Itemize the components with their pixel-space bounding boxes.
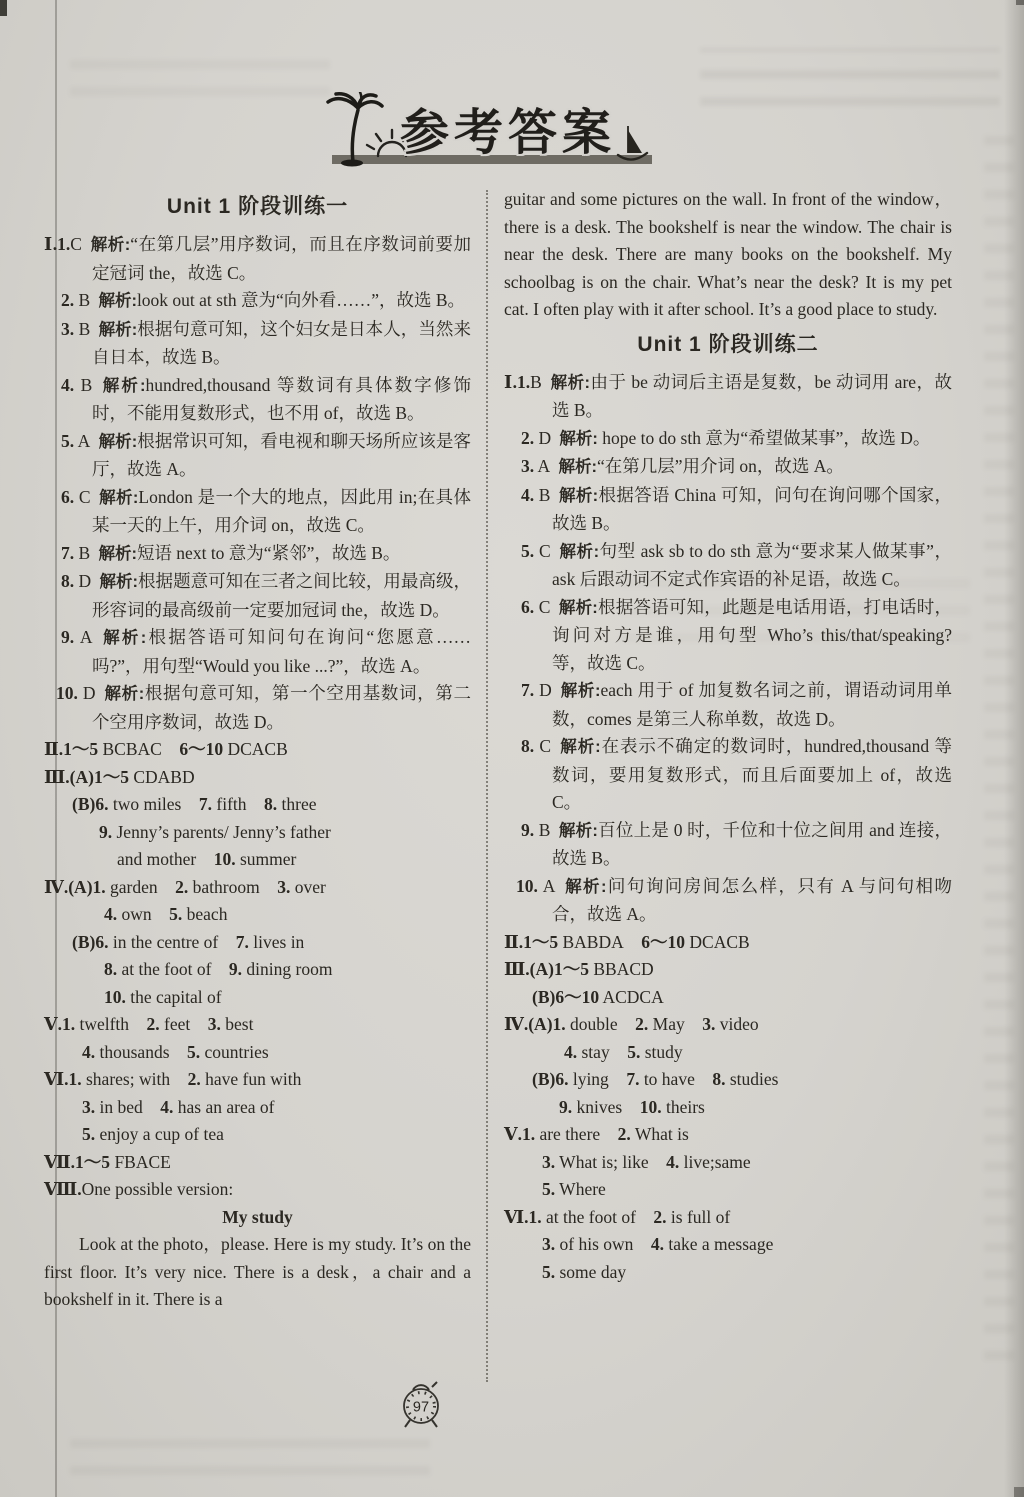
answer-text: 7.: [608, 1069, 640, 1089]
answer-text: 9.: [559, 1096, 573, 1117]
analysis-item: [504, 538, 952, 594]
analysis-label: 解析:: [555, 877, 607, 896]
answer-text: in bed: [95, 1096, 143, 1117]
page-title: 参考答案: [400, 106, 617, 160]
answer-text: at the foot of: [117, 959, 212, 979]
answer-line: [504, 1011, 952, 1039]
answer-text: Where: [555, 1179, 606, 1199]
answer-line: [44, 764, 471, 792]
answer-line: [44, 736, 471, 764]
answer-text: 8.: [61, 571, 75, 591]
answer-text: 在表示不确定的数词时，hundred,thousand 等数词，要用复数形式，而且后面要加上 of，故选 C。: [552, 736, 952, 812]
answer-text: 7.: [218, 931, 249, 952]
answer-line: [44, 1149, 471, 1177]
page-number-badge: [396, 1376, 448, 1432]
answer-text: 2.: [157, 876, 189, 897]
answer-text: thousands: [95, 1041, 170, 1062]
answer-text: Ⅷ.: [44, 1179, 82, 1199]
answer-text: some day: [555, 1261, 627, 1282]
answer-text: 7.: [181, 794, 212, 814]
answer-text: D: [74, 571, 92, 591]
answer-text: knives: [572, 1096, 623, 1117]
answer-text: Ⅴ.1.: [44, 1014, 76, 1034]
answer-text: 4.: [61, 374, 75, 395]
answer-text: has an area of: [173, 1096, 275, 1117]
answer-text: Ⅶ.1～5: [44, 1151, 111, 1172]
answer-line: [504, 1204, 952, 1232]
composition-paragraph: Look at the photo，please. Here is my study. It’s on the first floor. It’s very nice. There is a desk，a chair and a bookshelf in it. There is a: [44, 1234, 471, 1309]
analysis-label: 解析:: [90, 544, 137, 563]
answer-text: FBACE: [110, 1151, 171, 1172]
answer-text: BABDA: [558, 931, 624, 952]
analysis-label: 解析:: [551, 429, 598, 448]
answer-text: A: [74, 430, 91, 451]
answer-text: “在第几层”用序数词，而且在序数词前要加定冠词 the，故选 C。: [92, 234, 471, 283]
answer-text: over: [290, 876, 326, 897]
analysis-item: [44, 428, 471, 484]
answer-text: 9.: [211, 959, 243, 979]
answer-line: [504, 1039, 952, 1067]
answer-line: [504, 984, 952, 1012]
analysis-item: [44, 316, 471, 372]
answer-text: A: [534, 456, 551, 476]
answer-text: 问句询问房间怎么样，只有 A 与问句相吻合，故选 A。: [552, 875, 952, 924]
answer-text: each 用于 of 加复数名词之前，谓语动词用单数，comes 是第三人称单数，故选 D。: [552, 680, 952, 729]
answer-text: C: [74, 486, 91, 507]
answer-text: 6.: [521, 596, 535, 617]
answer-text: DCACB: [685, 931, 750, 952]
answer-text: hope to do sth 意为“希望做某事”，故选 D。: [597, 427, 931, 448]
analysis-label: 解析:: [550, 542, 600, 561]
answer-text: garden: [105, 876, 158, 897]
analysis-label: 解析:: [541, 373, 591, 392]
answer-text: 5.: [542, 1261, 556, 1282]
answer-text: B: [530, 371, 542, 392]
answer-text: 由于 be 动词后主语是复数，be 动词用 are，故选 B。: [552, 371, 952, 420]
scan-corner-mark: [1014, 1487, 1024, 1497]
answer-line: [44, 1121, 471, 1149]
bleed-through-artifact: [984, 130, 1014, 1360]
answer-text: 5.: [61, 430, 75, 451]
section-heading: Unit 1 阶段训练二: [637, 332, 819, 356]
composition-paragraph: guitar and some pictures on the wall. In front of the window，there is a desk. The bookshelf is near the window. The chair is near the desk. There are many books on the bookshelf. My schoolbag is on the chair. What’s near the desk? It is my pet cat. I often play with it after school. It’s a good place to study.: [504, 189, 952, 319]
answer-text: 8.: [104, 959, 118, 979]
answer-text: Jenny’s parents/ Jenny’s father: [112, 821, 331, 842]
analysis-label: 解析:: [550, 598, 598, 617]
column-divider: [486, 190, 488, 1382]
answer-text: 根据答语可知问句在询问“您愿意……吗?”，用句型“Would you like ...?”，故选 A。: [92, 627, 471, 676]
analysis-label: 解析:: [90, 488, 139, 507]
section-heading: Unit 1 阶段训练一: [166, 195, 349, 218]
answer-text: three: [277, 794, 317, 814]
answer-text: feet: [159, 1014, 191, 1034]
answer-text: shares; with: [81, 1069, 171, 1089]
answer-text: 10.: [104, 986, 126, 1007]
answer-line: [504, 1176, 952, 1204]
answer-text: in the centre of: [108, 931, 219, 952]
answer-text: C: [70, 234, 82, 254]
answer-text: best: [220, 1014, 254, 1034]
answer-text: 8.: [246, 794, 278, 814]
answer-text: Ⅳ.(A)1.: [44, 876, 106, 897]
answer-line: [504, 1149, 952, 1177]
answer-text: 短语 next to 意为“紧邻”，故选 B。: [136, 542, 401, 563]
answer-text: 2.: [600, 1124, 631, 1144]
left-column: [44, 186, 471, 1314]
answer-text: Ⅴ.1.: [504, 1124, 536, 1144]
answer-text: hundred,thousand 等数词有具体数字修饰时，不能用复数形式，也不用 of，故选 B。: [92, 374, 471, 423]
analysis-label: 解析:: [90, 320, 138, 339]
answer-text: BCBAC: [98, 739, 162, 759]
answer-line: [504, 956, 952, 984]
answer-text: 7.: [61, 542, 75, 563]
answer-text: 3.: [61, 318, 75, 339]
answer-text: 3.: [542, 1151, 556, 1172]
answer-text: fifth: [212, 794, 247, 814]
analysis-item: [504, 733, 952, 817]
analysis-item: [504, 594, 952, 678]
answer-text: B: [74, 290, 91, 310]
answer-text: 3.: [521, 456, 535, 476]
analysis-item: [504, 817, 952, 873]
scan-corner-mark: [0, 0, 7, 16]
answer-text: summer: [235, 849, 297, 869]
analysis-item: [44, 372, 471, 428]
answer-line: [504, 1259, 952, 1287]
answer-text: 2.: [617, 1014, 649, 1034]
answer-text: 4.: [104, 904, 118, 924]
answer-text: 百位上是 0 时，千位和十位之间用 and 连接，故选 B。: [552, 819, 952, 868]
right-column: [504, 186, 952, 1286]
analysis-label: 解析:: [551, 682, 601, 700]
answer-text: 6～10: [623, 931, 686, 952]
answer-text: B: [74, 318, 91, 339]
answer-text: have fun with: [200, 1069, 302, 1089]
answer-text: stay: [577, 1041, 610, 1062]
composition-title: My study: [222, 1206, 293, 1227]
answer-text: A: [74, 627, 93, 647]
answer-text: live;same: [679, 1151, 751, 1172]
answer-line: [44, 1176, 471, 1204]
bleed-through-artifact: [70, 1425, 430, 1475]
analysis-label: 解析:: [550, 458, 597, 476]
answer-text: 4.: [142, 1096, 174, 1117]
answer-line: [44, 819, 471, 847]
answer-text: (B)6.: [72, 794, 109, 814]
answer-text: Ⅵ.1.: [44, 1069, 82, 1089]
answer-text: double: [565, 1014, 618, 1034]
answer-text: 根据答语可知，此题是电话用语，打电话时，询问对方是谁，用句型 Who’s this/that/speaking? 等，故选 C。: [552, 596, 952, 673]
answer-text: D: [534, 427, 552, 448]
answer-text: 4.: [564, 1041, 578, 1062]
answer-text: 2.: [61, 290, 75, 310]
answer-text: C: [534, 540, 551, 561]
analysis-label: 解析:: [90, 432, 138, 451]
analysis-label: 解析:: [551, 738, 601, 756]
answer-text: 5.: [151, 904, 183, 924]
answer-line: [44, 901, 471, 929]
analysis-item: [44, 624, 471, 680]
answer-text: D: [534, 680, 552, 700]
answer-text: dining room: [242, 959, 333, 979]
answer-line: [44, 1066, 471, 1094]
answer-text: BBACD: [588, 959, 654, 979]
answer-text: lying: [568, 1069, 609, 1089]
analysis-item: [504, 369, 952, 425]
analysis-item: [504, 482, 952, 538]
answer-text: own: [117, 904, 152, 924]
answer-line: [44, 874, 471, 902]
answer-line: [44, 1094, 471, 1122]
answer-line: [44, 956, 471, 984]
answer-text: 5.: [82, 1124, 96, 1144]
answer-line: [44, 846, 471, 874]
answer-text: take a message: [664, 1234, 774, 1254]
answer-line: [44, 1011, 471, 1039]
answer-text: Ⅱ.1～5: [504, 931, 559, 952]
answer-text: countries: [200, 1041, 269, 1062]
answer-text: Ⅰ.1.: [504, 371, 531, 392]
answer-text: (B)6.: [532, 1069, 569, 1089]
analysis-label: 解析:: [550, 486, 599, 505]
answer-text: C: [534, 736, 552, 756]
answer-text: 10.: [196, 849, 236, 869]
answer-text: are there: [535, 1124, 601, 1144]
answer-text: (B)6～10: [532, 986, 600, 1007]
answer-text: enjoy a cup of tea: [95, 1124, 224, 1144]
analysis-label: 解析:: [90, 292, 137, 310]
analysis-item: [504, 677, 952, 733]
answer-text: B: [74, 542, 91, 563]
answer-text: B: [74, 374, 93, 395]
answer-text: 4.: [633, 1234, 665, 1254]
answer-text: D: [77, 683, 96, 703]
answer-text: 根据常识可知，看电视和聊天场所应该是客厅，故选 A。: [92, 430, 471, 479]
answer-line: [44, 1039, 471, 1067]
answer-text: “在第几层”用介词 on，故选 A。: [596, 456, 844, 476]
analysis-label: 解析:: [550, 821, 598, 840]
answer-text: What is; like: [555, 1151, 649, 1172]
answer-text: video: [715, 1014, 759, 1034]
answer-text: 5.: [521, 540, 535, 561]
answer-text: 根据答语 China 可知，问句在询问哪个国家，故选 B。: [552, 484, 952, 533]
answer-text: bathroom: [188, 876, 260, 897]
answer-text: twelfth: [75, 1014, 130, 1034]
analysis-item: [44, 287, 471, 316]
answer-line: [504, 1094, 952, 1122]
bleed-through-artifact: [700, 48, 1000, 106]
bleed-through-artifact: [70, 50, 330, 96]
answer-line: [504, 1121, 952, 1149]
answer-text: 根据句意可知，第一个空用基数词，第二个空用序数词，故选 D。: [92, 683, 471, 732]
answer-text: 5.: [542, 1179, 556, 1199]
answer-text: 3.: [82, 1096, 96, 1117]
answer-text: studies: [725, 1069, 779, 1089]
answer-text: lives in: [248, 931, 305, 952]
answer-text: C: [534, 596, 551, 617]
answer-text: B: [534, 819, 551, 840]
answer-text: 10.: [622, 1096, 662, 1117]
answer-text: is full of: [666, 1206, 731, 1227]
analysis-label: 解析:: [95, 685, 145, 703]
answer-text: 3.: [190, 1014, 221, 1034]
answer-text: 6～10: [161, 739, 224, 759]
answer-text: ACDCA: [599, 986, 664, 1007]
answer-text: 2.: [170, 1069, 201, 1089]
answer-text: 5.: [169, 1041, 201, 1062]
answer-text: 10.: [516, 875, 538, 896]
answer-text: to have: [639, 1069, 695, 1089]
analysis-item: [44, 540, 471, 569]
answer-text: One possible version:: [81, 1179, 234, 1199]
answer-text: beach: [182, 904, 228, 924]
answer-line: [504, 929, 952, 957]
answer-text: at the foot of: [541, 1206, 636, 1227]
answer-text: B: [534, 484, 551, 505]
answer-text: May: [648, 1014, 685, 1034]
answer-text: two miles: [108, 794, 182, 814]
answer-line: [44, 929, 471, 957]
answer-text: 4.: [82, 1041, 96, 1062]
answer-text: 6.: [61, 486, 75, 507]
answer-text: 9.: [99, 821, 113, 842]
answer-line: [504, 1066, 952, 1094]
answer-line: [44, 791, 471, 819]
answer-text: 4.: [521, 484, 535, 505]
analysis-item: [504, 425, 952, 454]
answer-text: DCACB: [223, 739, 288, 759]
answer-text: 8.: [694, 1069, 726, 1089]
analysis-item: [44, 680, 471, 736]
answer-text: 5.: [609, 1041, 641, 1062]
answer-text: 3.: [684, 1014, 716, 1034]
analysis-label: 解析:: [91, 573, 138, 591]
answer-text: Ⅰ.1.: [44, 234, 71, 254]
answer-text: 8.: [521, 736, 535, 756]
answer-text: (B)6.: [72, 931, 109, 952]
answer-text: 2.: [635, 1206, 667, 1227]
answer-text: Ⅵ.1.: [504, 1206, 542, 1227]
answer-text: 根据题意可知在三者之间比较，用最高级，形容词的最高级前一定要加冠词 the，故选 D。: [92, 571, 472, 620]
answer-text: Ⅱ.1～5: [44, 739, 99, 759]
analysis-label: 解析:: [81, 236, 131, 254]
answer-text: London 是一个大的地点，因此用 in;在具体某一天的上午，用介词 on，故选 C。: [92, 486, 471, 535]
answer-text: 4.: [648, 1151, 680, 1172]
analysis-item: [44, 231, 471, 287]
answer-text: theirs: [661, 1096, 705, 1117]
page-number: 97: [412, 1399, 430, 1416]
answer-text: 10.: [56, 683, 78, 703]
answer-line: [504, 1231, 952, 1259]
answer-text: the capital of: [125, 986, 222, 1007]
answer-text: Ⅲ.(A)1～5: [504, 959, 589, 979]
answer-text: 3.: [542, 1234, 556, 1254]
answer-text: 3.: [259, 876, 291, 897]
answer-text: 7.: [521, 680, 535, 700]
analysis-label: 解析:: [92, 376, 146, 395]
answer-text: study: [640, 1041, 683, 1062]
analysis-item: [504, 453, 952, 482]
answer-text: and mother: [117, 849, 197, 869]
answer-text: 9.: [521, 819, 535, 840]
answer-text: 句型 ask sb to do sth 意为“要求某人做某事”，ask 后跟动词不定式作宾语的补足语，故选 C。: [552, 540, 952, 589]
answer-text: CDABD: [128, 766, 195, 787]
answer-text: 9.: [61, 627, 75, 647]
answer-text: What is: [630, 1124, 689, 1144]
answer-text: 2.: [521, 427, 535, 448]
analysis-item: [44, 484, 471, 540]
analysis-label: 解析:: [92, 629, 147, 647]
scan-corner-mark: [1016, 0, 1024, 5]
answer-text: look out at sth 意为“向外看……”，故选 B。: [136, 290, 466, 310]
answer-line: [44, 984, 471, 1012]
answer-text: 根据句意可知，这个妇女是日本人，当然来自日本，故选 B。: [92, 318, 471, 367]
answer-text: 2.: [129, 1014, 160, 1034]
answer-text: Ⅲ.(A)1～5: [44, 766, 129, 787]
answer-text: Ⅳ.(A)1.: [504, 1014, 566, 1034]
analysis-item: [44, 568, 471, 624]
analysis-item: [504, 873, 952, 929]
answer-text: A: [537, 875, 556, 896]
answer-text: of his own: [555, 1234, 634, 1254]
